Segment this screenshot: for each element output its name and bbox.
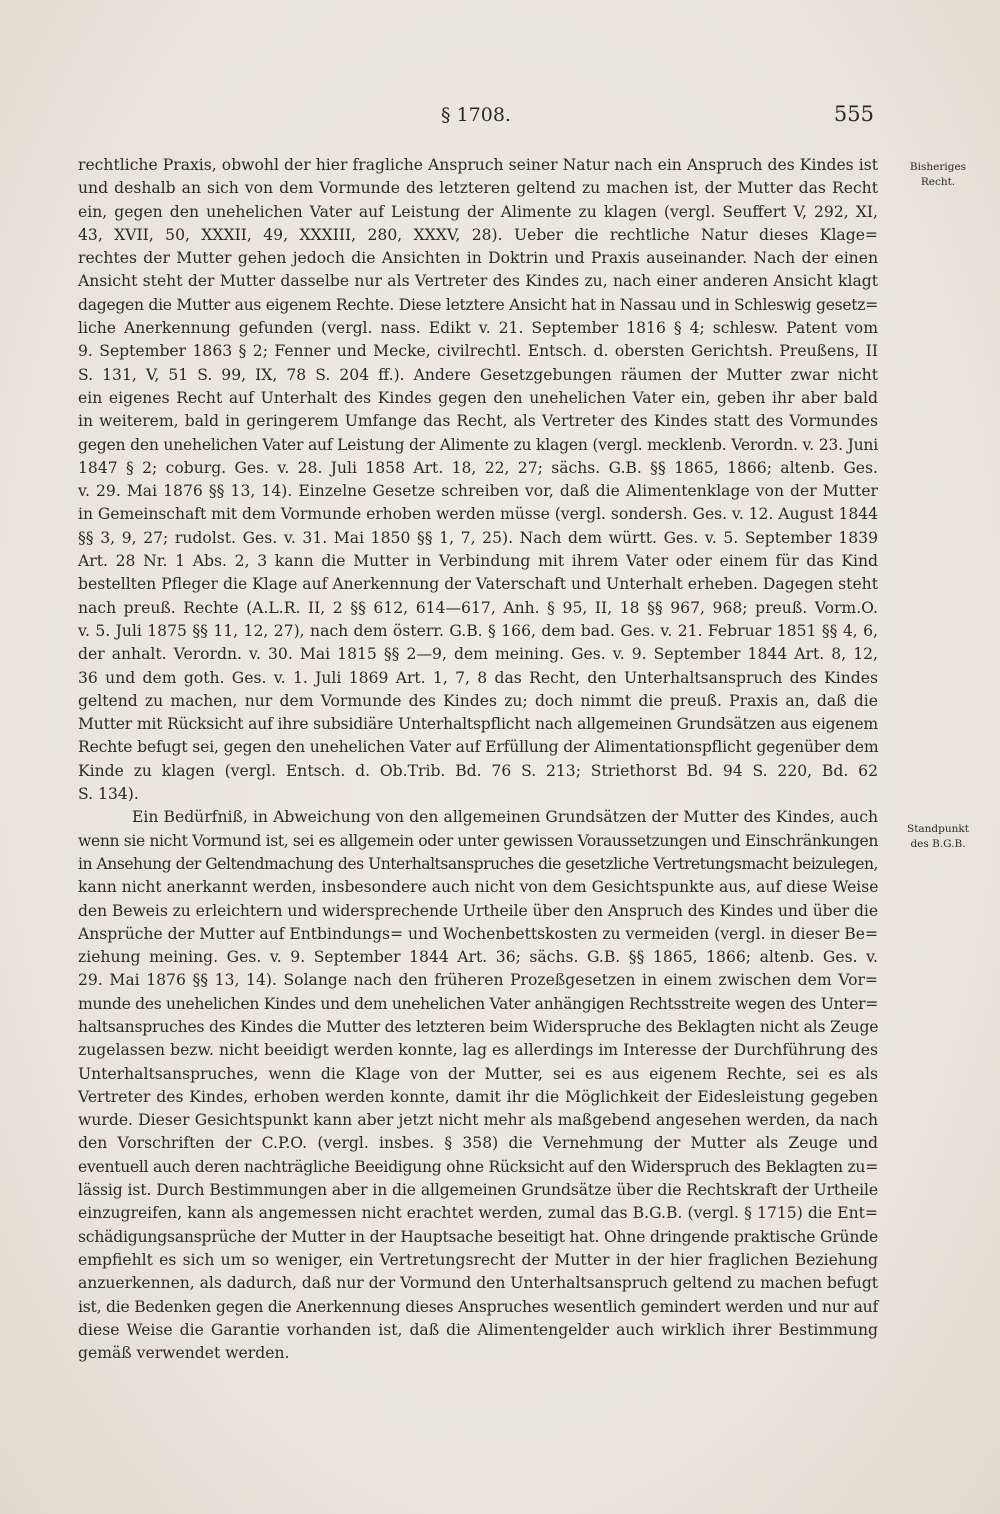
text-line: und deshalb an sich von dem Vormunde des letzteren geltend zu machen ist, der Mutter das Recht xyxy=(78,179,878,198)
text-line: ziehung meining. Ges. v. 9. September 1844 Art. 36; sächs. G.B. §§ 1865, 1866; altenb. Ges. v. xyxy=(78,948,878,967)
text-line: 9. September 1863 § 2; Fenner und Mecke, civilrechtl. Entsch. d. obersten Gerichtsh. Preußens, II xyxy=(78,342,878,361)
text-line: ist, die Bedenken gegen die Anerkennung dieses Anspruches wesentlich gemindert werden und nur auf xyxy=(78,1297,879,1316)
text-line: nach preuß. Rechte (A.L.R. II, 2 §§ 612, 614—617, Anh. § 95, II, 18 §§ 967, 968; preuß. Vorm.O. xyxy=(78,598,878,617)
text-line: ein eigenes Recht auf Unterhalt des Kindes gegen den unehelichen Vater ein, geben ihr aber bald xyxy=(78,388,878,407)
text-line: lässig ist. Durch Bestimmungen aber in die allgemeinen Grundsätze über die Rechtskraft der Urtheile xyxy=(78,1181,878,1200)
body-text xyxy=(78,154,878,1365)
text-line: in weiterem, bald in geringerem Umfange das Recht, als Vertreter des Kindes statt des Vormundes xyxy=(78,412,878,431)
paragraph xyxy=(78,806,878,1365)
text-line: 1847 § 2; coburg. Ges. v. 28. Juli 1858 Art. 18, 22, 27; sächs. G.B. §§ 1865, 1866; altenb. Ges. xyxy=(78,458,878,477)
text-line: Ein Bedürfniß, in Abweichung von den allgemeinen Grundsätzen der Mutter des Kindes, auch xyxy=(132,808,878,827)
text-line: Vertreter des Kindes, erhoben werden konnte, damit ihr die Möglichkeit der Eidesleistung gegeben xyxy=(78,1087,878,1106)
text-line: Kinde zu klagen (vergl. Entsch. d. Ob.Trib. Bd. 76 S. 213; Striethorst Bd. 94 S. 220, Bd. 62 xyxy=(78,761,878,780)
margin-note-standpunkt xyxy=(893,822,983,852)
text-line: gegen den unehelichen Vater auf Leistung der Alimente zu klagen (vergl. mecklenb. Verordn. v. 23. Juni xyxy=(78,435,878,454)
text-line: S. 131, V, 51 S. 99, IX, 78 S. 204 ff.). Andere Gesetzgebungen räumen der Mutter zwar nicht xyxy=(78,365,878,384)
text-line: wurde. Dieser Gesichtspunkt kann aber jetzt nicht mehr als maßgebend angesehen werden, da nach xyxy=(78,1111,878,1130)
text-line: anzuerkennen, als dadurch, daß nur der Vormund den Unterhaltsanspruch geltend zu machen befugt xyxy=(78,1274,878,1293)
text-line: gemäß verwendet werden. xyxy=(78,1344,290,1363)
text-line: haltsanspruches des Kindes die Mutter des letzteren beim Widerspruche des Beklagten nicht als Zeuge xyxy=(78,1017,879,1036)
margin-note-line: Standpunkt xyxy=(907,823,969,835)
text-line: den Vorschriften der C.P.O. (vergl. insbes. § 358) die Vernehmung der Mutter als Zeuge und xyxy=(78,1134,878,1153)
text-line: Art. 28 Nr. 1 Abs. 2, 3 kann die Mutter in Verbindung mit ihrem Vater oder einem für das Kind xyxy=(78,552,878,571)
text-line: in Ansehung der Geltendmachung des Unterhaltsanspruches die gesetzliche Vertretungsmacht beizulegen, xyxy=(78,854,878,873)
text-line: §§ 3, 9, 27; rudolst. Ges. v. 31. Mai 1850 §§ 1, 7, 25). Nach dem württ. Ges. v. 5. September 1839 xyxy=(78,528,878,547)
text-line: Rechte befugt sei, gegen den unehelichen Vater auf Erfüllung der Alimentationspflicht gegenüber dem xyxy=(78,738,879,757)
text-line: wenn sie nicht Vormund ist, sei es allgemein oder unter gewissen Voraussetzungen und Einschränkungen xyxy=(78,831,878,850)
text-line: 43, XVII, 50, XXXII, 49, XXXIII, 280, XXXV, 28). Ueber die rechtliche Natur dieses Klage= xyxy=(78,225,878,244)
text-line: einzugreifen, kann als angemessen nicht erachtet werden, zumal das B.G.B. (vergl. § 1715) die Ent= xyxy=(78,1204,878,1223)
margin-note-line: des B.G.B. xyxy=(910,838,966,850)
running-header xyxy=(78,104,874,134)
text-line: v. 29. Mai 1876 §§ 13, 14). Einzelne Gesetze schreiben vor, daß die Alimentenklage von der Mutter xyxy=(78,482,878,501)
text-line: ein, gegen den unehelichen Vater auf Leistung der Alimente zu klagen (vergl. Seuffert V, 292, XI, xyxy=(78,202,878,221)
paragraph xyxy=(78,154,878,806)
section-number: § 1708. xyxy=(441,104,511,126)
margin-note-bisheriges-recht xyxy=(893,160,983,190)
text-line: munde des unehelichen Kindes und dem unehelichen Vater anhängigen Rechtsstreite wegen des Unter= xyxy=(78,994,878,1013)
text-line: dagegen die Mutter aus eigenem Rechte. Diese letztere Ansicht hat in Nassau und in Schleswig gesetz= xyxy=(78,295,878,314)
text-line: in Gemeinschaft mit dem Vormunde erhoben werden müsse (vergl. sondersh. Ges. v. 12. August 1844 xyxy=(78,505,879,524)
margin-note-line: Bisheriges xyxy=(909,161,967,173)
text-line: zugelassen bezw. nicht beeidigt werden konnte, lag es allerdings im Interesse der Durchführung des xyxy=(78,1041,878,1060)
text-line: 36 und dem goth. Ges. v. 1. Juli 1869 Art. 1, 7, 8 das Recht, den Unterhaltsanspruch des Kindes xyxy=(78,668,878,687)
text-line: geltend zu machen, nur dem Vormunde des Kindes zu; doch nimmt die preuß. Praxis an, daß die xyxy=(78,691,878,710)
text-line: schädigungsansprüche der Mutter in der Hauptsache beseitigt hat. Ohne dringende praktische Gründe xyxy=(78,1227,878,1246)
text-line: rechtes der Mutter gehen jedoch die Ansichten in Doktrin und Praxis auseinander. Nach der einen xyxy=(78,249,878,268)
text-line: Ansprüche der Mutter auf Entbindungs= und Wochenbettskosten zu vermeiden (vergl. in dieser Be= xyxy=(78,924,878,943)
text-line: Ansicht steht der Mutter dasselbe nur als Vertreter des Kindes zu, nach einer anderen Ansicht klagt xyxy=(78,272,878,291)
page-number: 555 xyxy=(833,102,874,126)
text-line: bestellten Pfleger die Klage auf Anerkennung der Vaterschaft und Unterhalt erheben. Dagegen steht xyxy=(78,575,878,594)
text-line: 29. Mai 1876 §§ 13, 14). Solange nach den früheren Prozeßgesetzen in einem zwischen dem Vor= xyxy=(78,971,878,990)
text-line: rechtliche Praxis, obwohl der hier fragliche Anspruch seiner Natur nach ein Anspruch des Kindes ist xyxy=(78,156,878,174)
text-line: v. 5. Juli 1875 §§ 11, 12, 27), nach dem österr. G.B. § 166, dem bad. Ges. v. 21. Februar 1851 §§ 4, 6, xyxy=(78,621,878,640)
text-line: kann nicht anerkannt werden, insbesondere auch nicht von dem Gesichtspunkte aus, auf diese Weise xyxy=(78,878,879,897)
text-line: Unterhaltsanspruches, wenn die Klage von der Mutter, sei es aus eigenem Rechte, sei es als xyxy=(78,1064,878,1083)
text-line: Mutter mit Rücksicht auf ihre subsidiäre Unterhaltspflicht nach allgemeinen Grundsätzen aus eigenem xyxy=(78,715,878,734)
text-line: liche Anerkennung gefunden (vergl. nass. Edikt v. 21. September 1816 § 4; schlesw. Patent vom xyxy=(78,319,878,338)
text-line: S. 134). xyxy=(78,785,139,804)
text-line: diese Weise die Garantie vorhanden ist, daß die Alimentengelder auch wirklich ihrer Bestimmung xyxy=(78,1320,878,1339)
text-line: den Beweis zu erleichtern und widersprechende Urtheile über den Anspruch des Kindes und über die xyxy=(78,901,878,920)
text-line: der anhalt. Verordn. v. 30. Mai 1815 §§ 2—9, dem meining. Ges. v. 9. September 1844 Art. 8, 12, xyxy=(78,645,878,664)
text-line: eventuell auch deren nachträgliche Beeidigung ohne Rücksicht auf den Widerspruch des Beklagten zu= xyxy=(78,1157,878,1176)
margin-note-line: Recht. xyxy=(920,176,956,188)
text-line: empfiehlt es sich um so weniger, ein Vertretungsrecht der Mutter in der hier fraglichen Beziehung xyxy=(78,1250,878,1269)
